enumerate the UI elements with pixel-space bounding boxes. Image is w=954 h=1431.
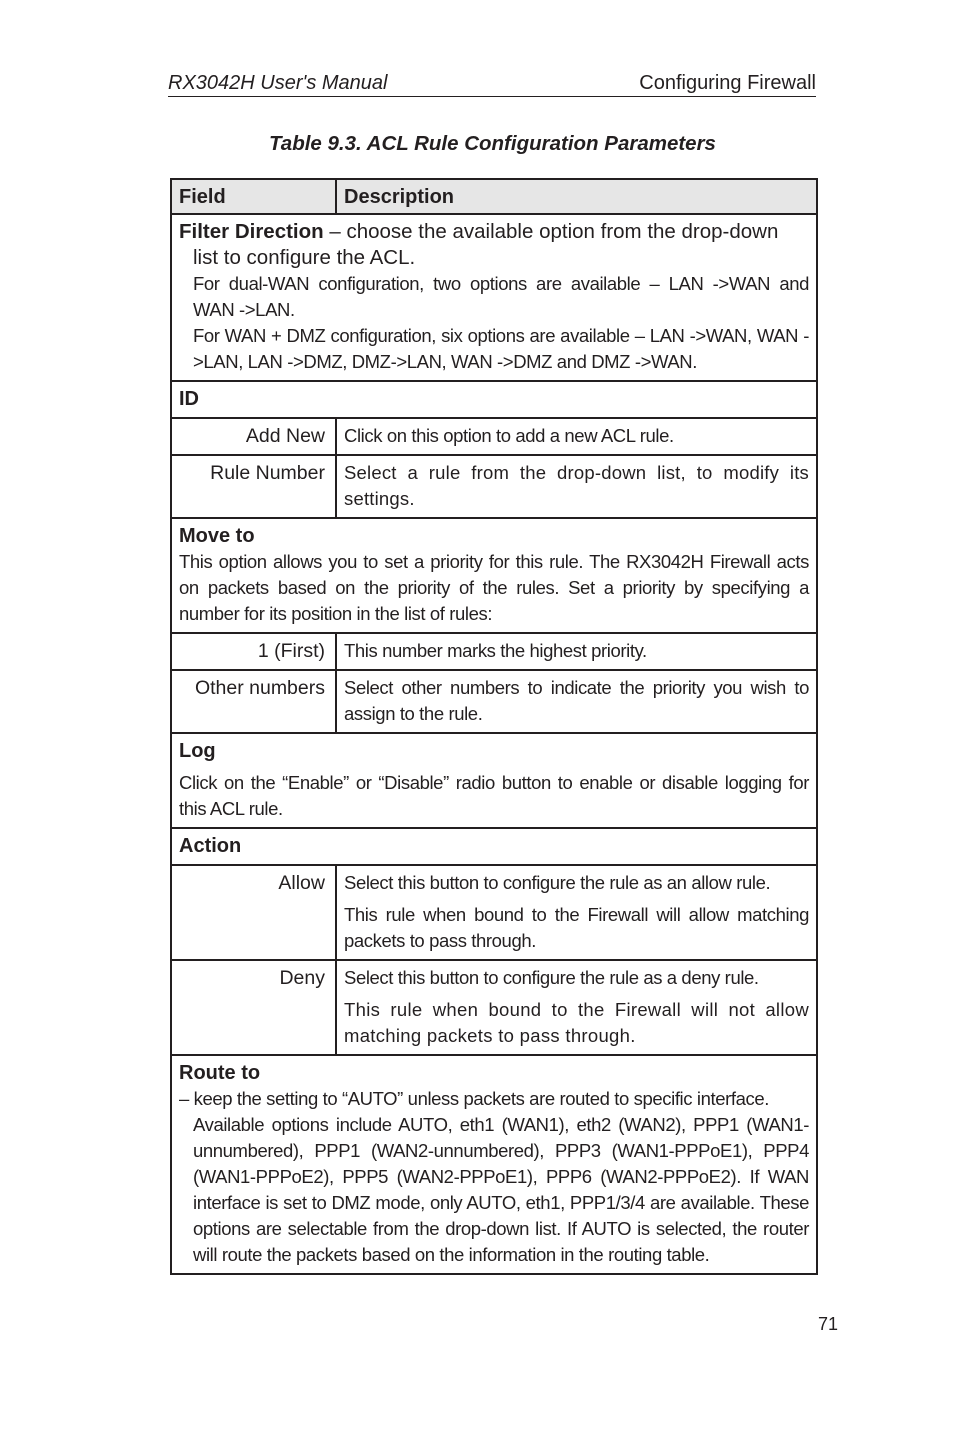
table-row [171, 670, 817, 733]
table-header-row [171, 179, 817, 214]
other-numbers-description: Select other numbers to indicate the priority you wish to assign to the rule. [336, 670, 817, 733]
log-body: Click on the “Enable” or “Disable” radio button to enable or disable logging for this ACL rule. [179, 772, 809, 819]
deny-description: Select this button to configure the rule as a deny rule. [344, 967, 759, 988]
deny-description-cell [336, 960, 817, 1055]
filter-direction-row [171, 214, 817, 381]
route-to-intro: – keep the setting to “AUTO” unless packets are routed to specific interface. [179, 1088, 769, 1109]
allow-description-cell [336, 865, 817, 960]
move-to-title: Move to [179, 525, 255, 547]
section-title: Configuring Firewall [639, 72, 816, 94]
route-to-cell [171, 1055, 817, 1274]
move-to-cell [171, 518, 817, 633]
page-header [168, 70, 816, 97]
filter-direction-cell [171, 214, 817, 381]
action-section-row [171, 828, 817, 865]
log-section-row [171, 733, 817, 828]
route-to-section-row [171, 1055, 817, 1274]
manual-title: RX3042H User's Manual [168, 72, 388, 94]
allow-description: Select this button to configure the rule as an allow rule. [344, 872, 771, 893]
log-title: Log [179, 740, 216, 762]
table-row [171, 455, 817, 518]
rule-number-field: Rule Number [171, 455, 336, 518]
first-priority-field: 1 (First) [171, 633, 336, 670]
table-caption: Table 9.3. ACL Rule Configuration Parameters [269, 132, 716, 155]
filter-direction-intro [179, 219, 809, 245]
log-cell [171, 733, 817, 828]
move-to-section-row [171, 518, 817, 633]
filter-direction-title: Filter Direction [179, 220, 324, 243]
deny-field: Deny [171, 960, 336, 1055]
filter-direction-intro-cont: list to configure the ACL. [193, 246, 416, 269]
other-numbers-field: Other numbers [171, 670, 336, 733]
dual-wan-options: For dual-WAN configuration, two options are available – LAN ->WAN and WAN ->LAN. [193, 273, 809, 320]
page-number: 71 [818, 1314, 839, 1334]
route-to-title: Route to [179, 1062, 261, 1084]
add-new-description: Click on this option to add a new ACL rule. [336, 418, 817, 455]
rule-number-description: Select a rule from the drop-down list, to modify its settings. [336, 455, 817, 518]
table-row [171, 865, 817, 960]
table-row [171, 960, 817, 1055]
route-to-body: Available options include AUTO, eth1 (WAN1), eth2 (WAN2), PPP1 (WAN1-unnumbered), PPP1 (WAN2-unnumbered), PPP3 (WAN1-PPPoE1), PPP4 (WAN1-PPPoE2), PPP5 (WAN2-PPPoE1), PPP6 (WAN2-PPPoE2). If WAN interface is set to DMZ mode, only AUTO, eth1, PPP1/3/4 are available. These options are selectable from the drop-down list. If AUTO is selected, the router will route the packets based on the information in the routing table. [193, 1114, 809, 1265]
table-row [171, 418, 817, 455]
first-priority-description: This number marks the highest priority. [336, 633, 817, 670]
move-to-body: This option allows you to set a priority for this rule. The RX3042H Firewall acts on packets based on the priority of the rules. Set a priority by specifying a number for its position in the list of rules: [179, 551, 809, 624]
action-section-title: Action [171, 828, 817, 865]
allow-field: Allow [171, 865, 336, 960]
allow-note: This rule when bound to the Firewall will allow matching packets to pass through. [344, 904, 809, 951]
filter-direction-intro-text: – choose the available option from the drop-down [323, 220, 779, 243]
description-column-header: Description [336, 179, 817, 214]
field-column-header: Field [171, 179, 336, 214]
wan-dmz-options: For WAN + DMZ configuration, six options are available – LAN ->WAN, WAN ->LAN, LAN ->DMZ, DMZ->LAN, WAN ->DMZ and DMZ ->WAN. [193, 325, 809, 372]
deny-note: This rule when bound to the Firewall will not allow matching packets to pass through. [344, 999, 809, 1046]
table-row [171, 633, 817, 670]
id-section-title: ID [171, 381, 817, 418]
add-new-field: Add New [171, 418, 336, 455]
acl-parameters-table [170, 178, 818, 1275]
id-section-row [171, 381, 817, 418]
